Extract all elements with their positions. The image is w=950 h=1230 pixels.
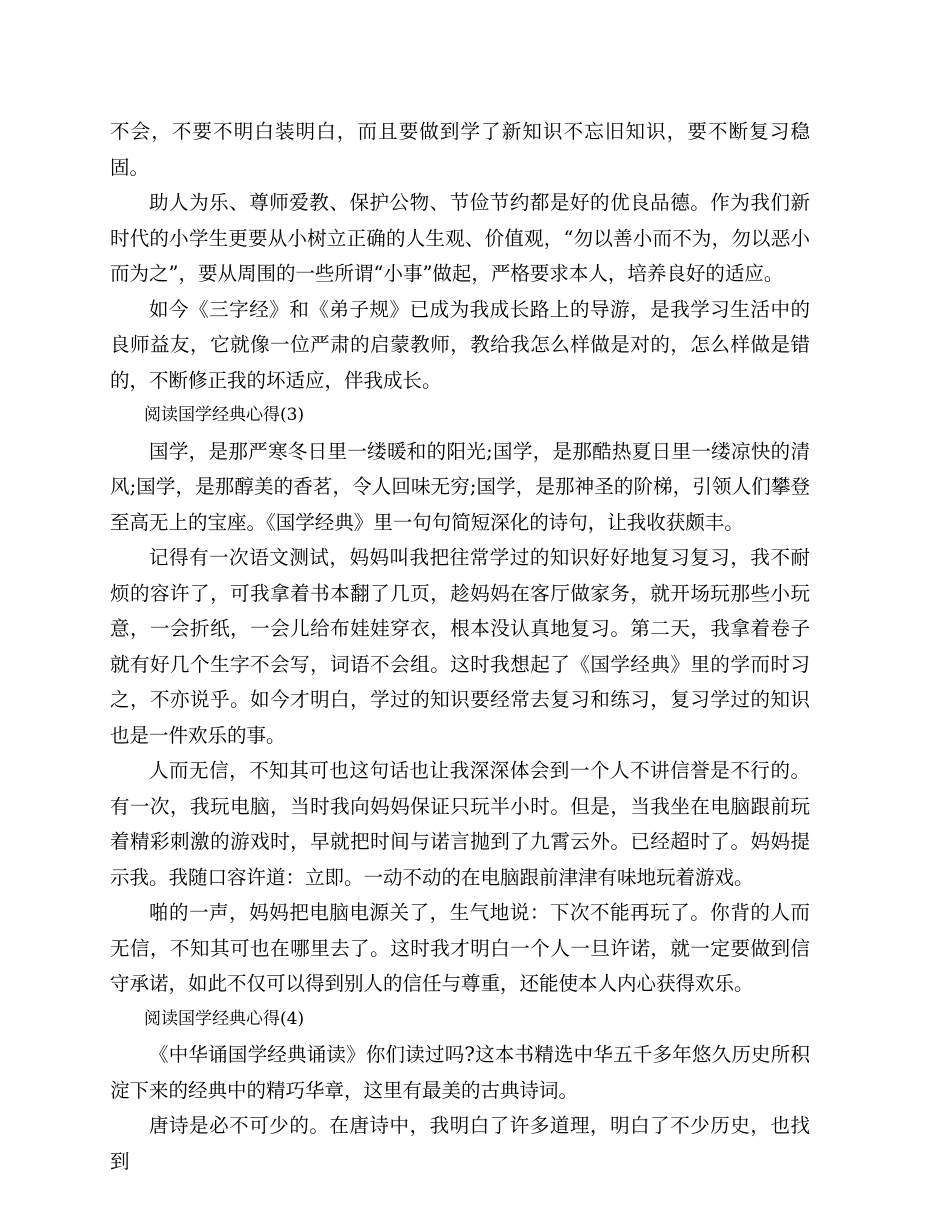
section-heading: 阅读国学经典心得(3) bbox=[144, 405, 305, 425]
document-body bbox=[110, 114, 810, 1179]
paragraph: 国学，是那严寒冬日里一缕暖和的阳光;国学，是那酷热夏日里一缕凉快的清风;国学，是那醇美的香茗，令人回味无穷;国学，是那神圣的阶梯，引领人们攀登至高无上的宝座。《国学经典》里一句句简短深化的诗句，让我收获颇丰。 bbox=[110, 439, 810, 534]
paragraph: 人而无信，不知其可也这句话也让我深深体会到一个人不讲信誉是不行的。有一次，我玩电脑，当时我向妈妈保证只玩半小时。但是，当我坐在电脑跟前玩着精彩刺激的游戏时，早就把时间与诺言抛到了九霄云外。已经超时了。妈妈提示我。我随口容许道：立即。一动不动的在电脑跟前津津有味地玩着游戏。 bbox=[110, 759, 810, 889]
paragraph: 唐诗是必不可少的。在唐诗中，我明白了许多道理，明白了不少历史，也找到 bbox=[110, 1114, 810, 1173]
paragraph-continuation: 不会，不要不明白装明白，而且要做到学了新知识不忘旧知识，要不断复习稳固。 bbox=[110, 120, 810, 179]
paragraph: 记得有一次语文测试，妈妈叫我把往常学过的知识好好地复习复习，我不耐烦的容许了，可我拿着书本翻了几页，趁妈妈在客厅做家务，就开场玩那些小玩意，一会折纸，一会儿给布娃娃穿衣，根本没认真地复习。第二天，我拿着卷子就有好几个生字不会写，词语不会组。这时我想起了《国学经典》里的学而时习之，不亦说乎。如今才明白，学过的知识要经常去复习和练习，复习学过的知识也是一件欢乐的事。 bbox=[110, 546, 810, 747]
section-heading: 阅读国学经典心得(4) bbox=[144, 1008, 305, 1029]
paragraph: 啪的一声，妈妈把电脑电源关了，生气地说：下次不能再玩了。你背的人而无信，不知其可也在哪里去了。这时我才明白一个人一旦许诺，就一定要做到信守承诺，如此不仅可以得到别人的信任与尊重，还能使本人内心获得欢乐。 bbox=[110, 901, 810, 995]
paragraph: 助人为乐、尊师爱教、保护公物、节俭节约都是好的优良品德。作为我们新时代的小学生更要从小树立正确的人生观、价值观，“勿以善小而不为，勿以恶小而为之”，要从周围的一些所谓“小事”做起，严格要求本人，培养良好的适应。 bbox=[110, 191, 810, 285]
paragraph: 《中华诵国学经典诵读》你们读过吗?这本书精选中华五千多年悠久历史所积淀下来的经典中的精巧华章，这里有最美的古典诗词。 bbox=[110, 1043, 810, 1102]
paragraph: 如今《三字经》和《弟子规》已成为我成长路上的导游，是我学习生活中的良师益友，它就像一位严肃的启蒙教师，教给我怎么样做是对的，怎么样做是错的，不断修正我的坏适应，伴我成长。 bbox=[110, 297, 810, 392]
